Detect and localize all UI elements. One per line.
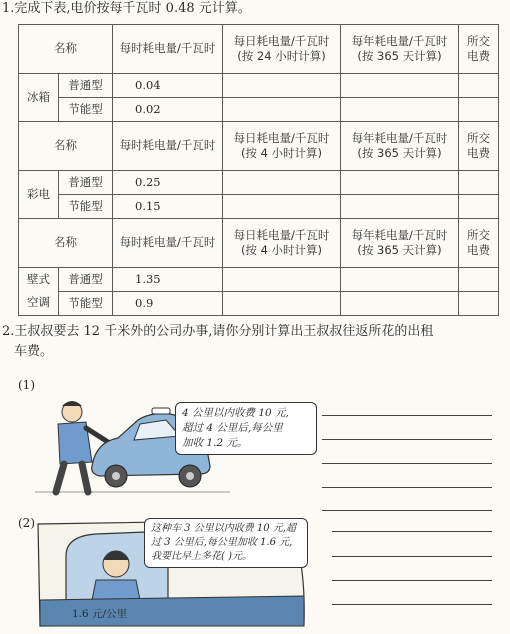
category-fridge: 冰箱 <box>19 73 59 122</box>
type-cell: 普通型 <box>59 267 113 291</box>
table-row <box>19 291 499 315</box>
table-header-row <box>19 219 499 268</box>
answer-line[interactable] <box>332 604 492 605</box>
answer-line[interactable] <box>332 580 492 581</box>
fee-answer-cell[interactable] <box>459 73 499 97</box>
type-cell: 节能型 <box>59 194 113 218</box>
daily-answer-cell[interactable] <box>223 97 341 121</box>
type-cell: 节能型 <box>59 97 113 121</box>
daily-answer-cell[interactable] <box>223 291 341 315</box>
fee-answer-cell[interactable] <box>459 194 499 218</box>
answer-line[interactable] <box>332 531 492 532</box>
answer-line[interactable] <box>322 463 492 464</box>
yearly-answer-cell[interactable] <box>341 194 459 218</box>
question-2-title: 2.王叔叔要去 12 千米外的公司办事,请你分别计算出王叔叔往返所花的出租 <box>2 324 434 339</box>
header-daily: 每日耗电量/千瓦时 (按 4 小时计算) <box>223 219 341 268</box>
table-row <box>19 97 499 121</box>
answer-line[interactable] <box>322 487 492 488</box>
header-yearly: 每年耗电量/千瓦时 (按 365 天计算) <box>341 219 459 268</box>
table-row <box>19 267 499 291</box>
yearly-answer-cell[interactable] <box>341 170 459 194</box>
header-name: 名称 <box>19 25 113 74</box>
header-fee: 所交 电费 <box>459 122 499 171</box>
category-ac: 壁式 空调 <box>19 267 59 316</box>
hourly-value: 0.15 <box>113 194 223 218</box>
in-car-illustration <box>36 516 308 628</box>
header-fee: 所交 电费 <box>459 25 499 74</box>
energy-table <box>18 24 499 316</box>
daily-answer-cell[interactable] <box>223 170 341 194</box>
header-daily: 每日耗电量/千瓦时 (按 24 小时计算) <box>223 25 341 74</box>
header-hourly: 每时耗电量/千瓦时 <box>113 122 223 171</box>
type-cell: 普通型 <box>59 170 113 194</box>
daily-answer-cell[interactable] <box>223 73 341 97</box>
speech-bubble-1: 4 公里以内收费 10 元, 超过 4 公里后,每公里 加收 1.2 元。 <box>175 402 317 455</box>
header-yearly: 每年耗电量/千瓦时 (按 365 天计算) <box>341 25 459 74</box>
daily-answer-cell[interactable] <box>223 267 341 291</box>
hourly-value: 0.25 <box>113 170 223 194</box>
table-row <box>19 170 499 194</box>
answer-line[interactable] <box>322 415 492 416</box>
fee-answer-cell[interactable] <box>459 267 499 291</box>
question-1-title: 1.完成下表,电价按每千瓦时 0.48 元计算。 <box>2 1 251 16</box>
yearly-answer-cell[interactable] <box>341 291 459 315</box>
yearly-answer-cell[interactable] <box>341 97 459 121</box>
answer-line[interactable] <box>322 439 492 440</box>
part-1-label: (1) <box>18 378 35 392</box>
price-label: 1.6 元/公里 <box>72 608 128 620</box>
answer-line[interactable] <box>332 556 492 557</box>
header-name: 名称 <box>19 122 113 171</box>
taxi-illustration <box>30 392 320 502</box>
fee-answer-cell[interactable] <box>459 291 499 315</box>
table-header-row <box>19 122 499 171</box>
table-row <box>19 194 499 218</box>
header-hourly: 每时耗电量/千瓦时 <box>113 25 223 74</box>
hourly-value: 1.35 <box>113 267 223 291</box>
header-daily: 每日耗电量/千瓦时 (按 4 小时计算) <box>223 122 341 171</box>
yearly-answer-cell[interactable] <box>341 73 459 97</box>
type-cell: 节能型 <box>59 291 113 315</box>
type-cell: 普通型 <box>59 73 113 97</box>
table-header-row <box>19 25 499 74</box>
table-row <box>19 73 499 97</box>
fee-answer-cell[interactable] <box>459 170 499 194</box>
answer-line[interactable] <box>322 510 492 511</box>
category-tv: 彩电 <box>19 170 59 219</box>
speech-bubble-2: 这种车 3 公里以内收费 10 元,超 过 3 公里后,每公里加收 1.6 元, 我要比早上多花( )元。 <box>144 518 308 568</box>
part-2-label: (2) <box>18 516 35 530</box>
question-2-title-cont: 车费。 <box>14 344 54 359</box>
hourly-value: 0.9 <box>113 291 223 315</box>
hourly-value: 0.04 <box>113 73 223 97</box>
header-name: 名称 <box>19 219 113 268</box>
yearly-answer-cell[interactable] <box>341 267 459 291</box>
daily-answer-cell[interactable] <box>223 194 341 218</box>
header-fee: 所交 电费 <box>459 219 499 268</box>
header-yearly: 每年耗电量/千瓦时 (按 365 天计算) <box>341 122 459 171</box>
fee-answer-cell[interactable] <box>459 97 499 121</box>
header-hourly: 每时耗电量/千瓦时 <box>113 219 223 268</box>
hourly-value: 0.02 <box>113 97 223 121</box>
